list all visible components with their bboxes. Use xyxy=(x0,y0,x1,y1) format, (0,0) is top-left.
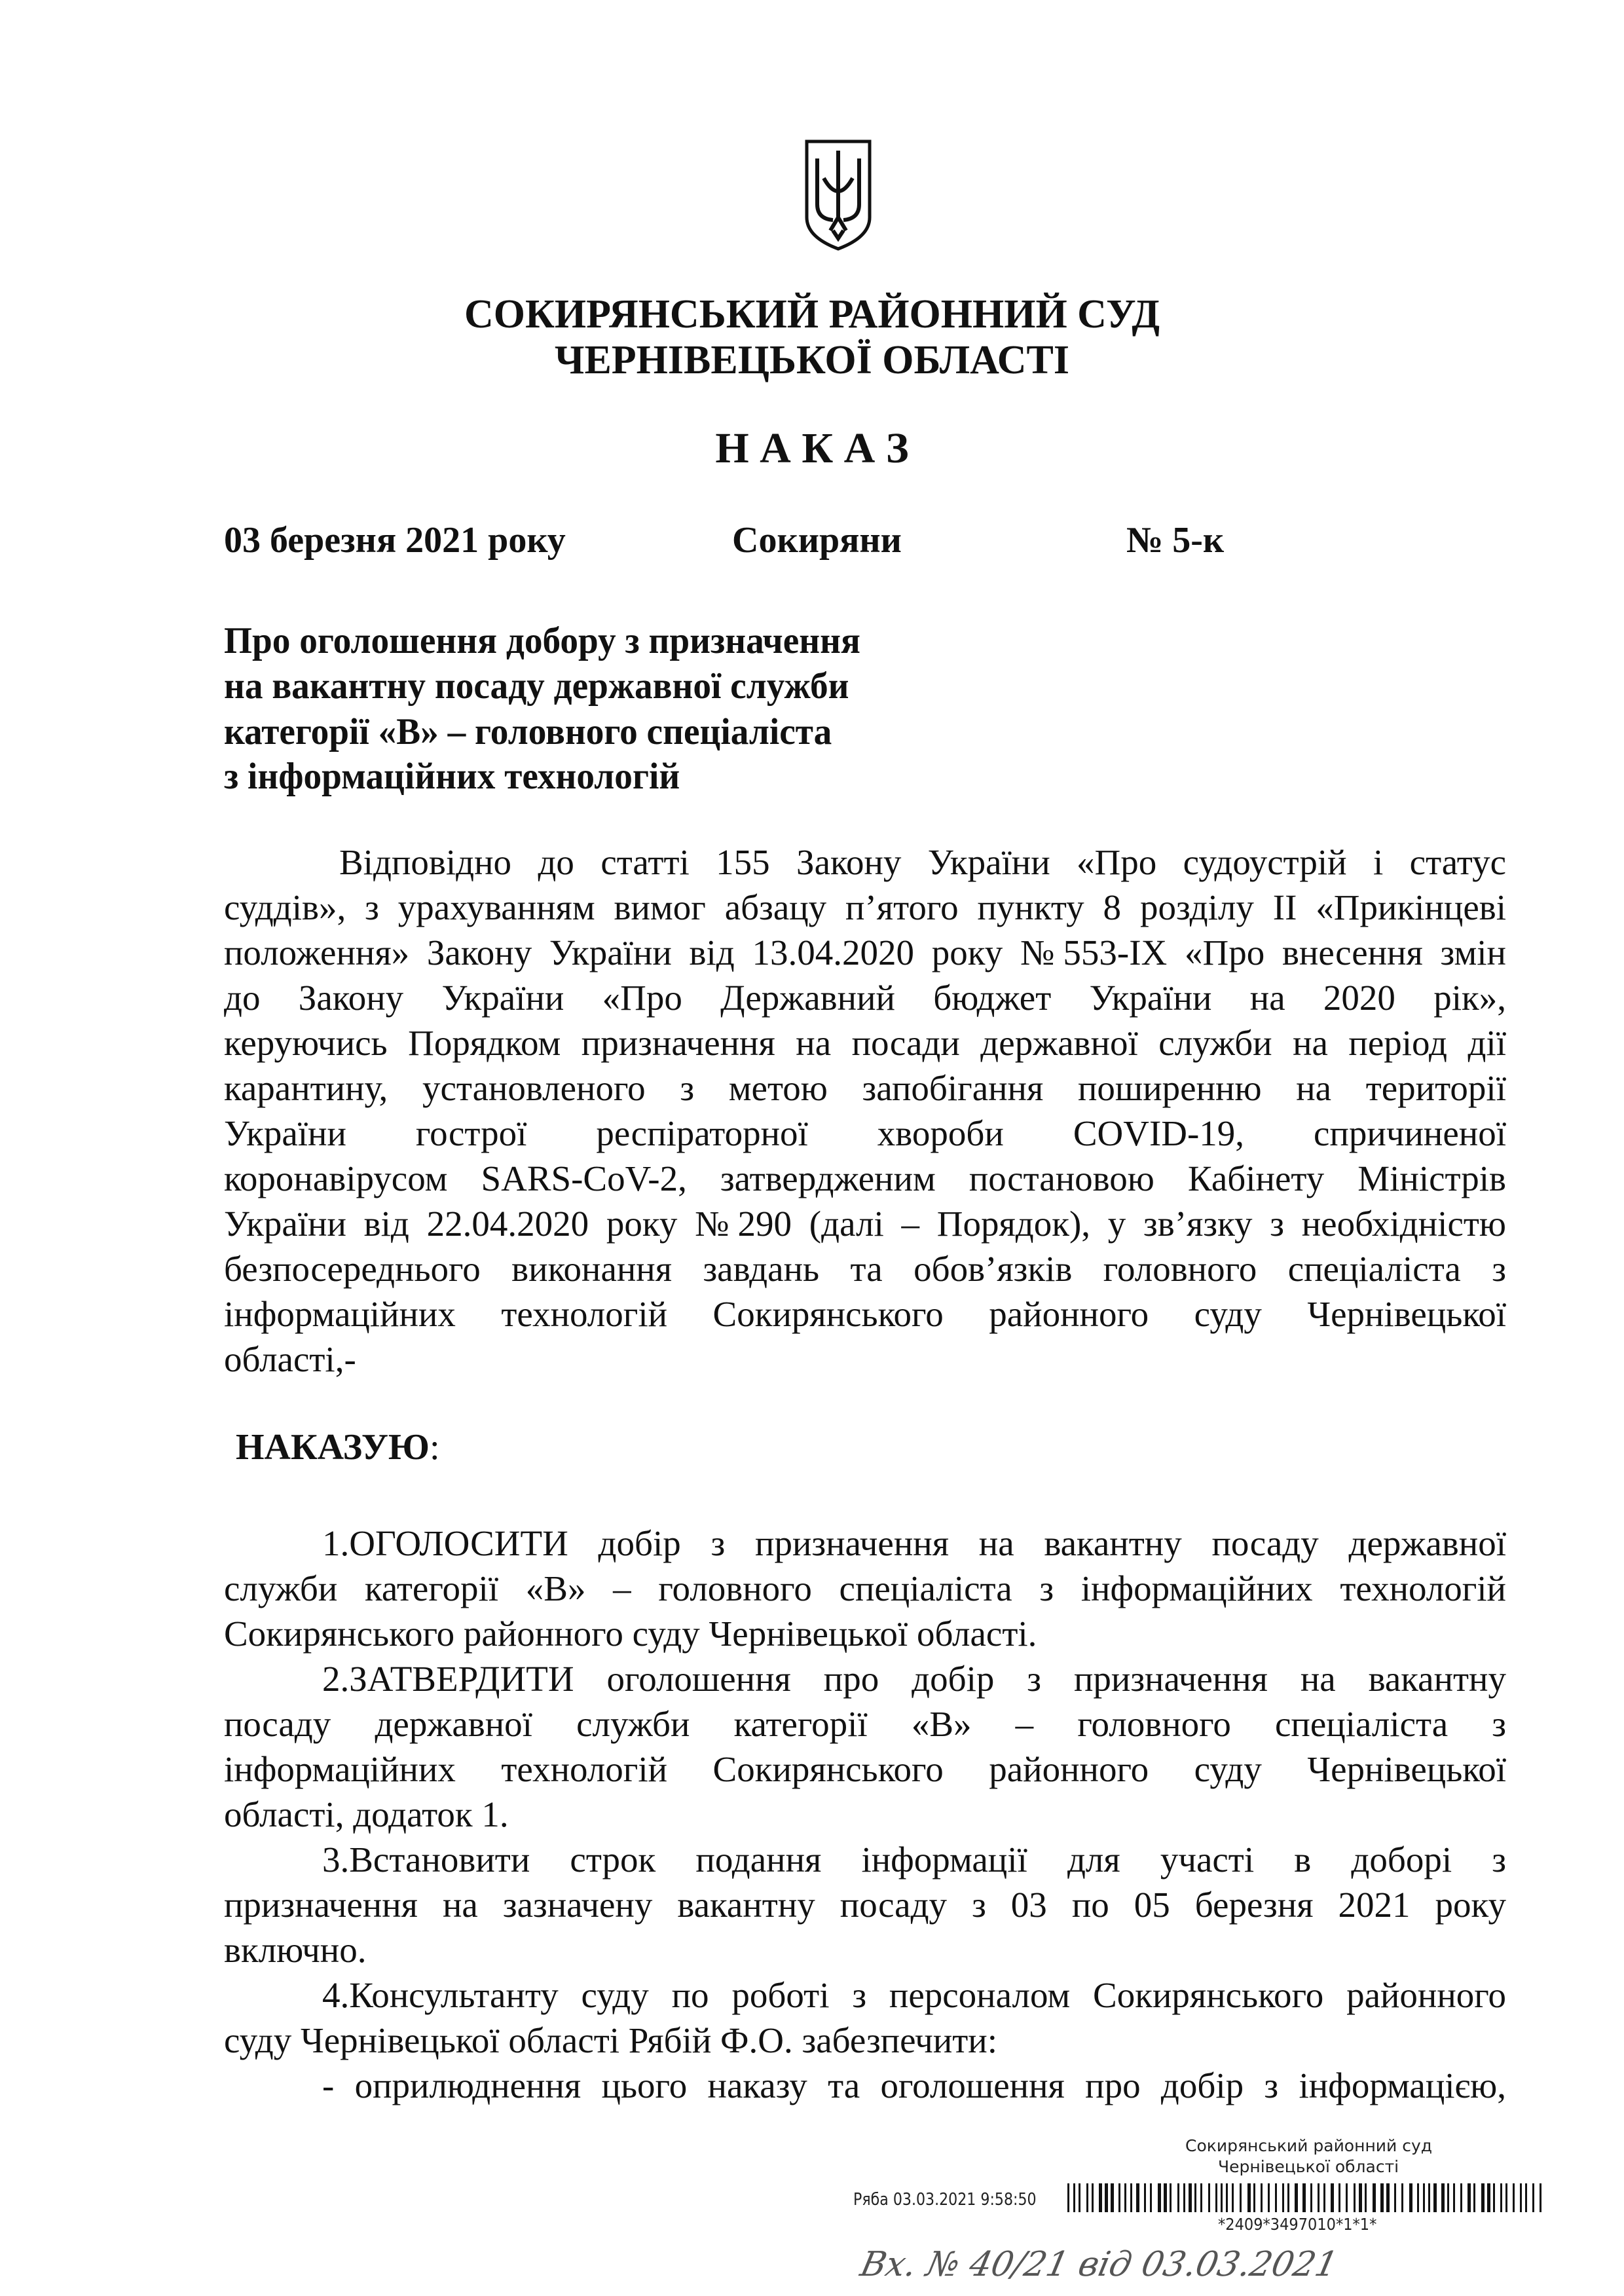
order-word: НАКАЗУЮ xyxy=(236,1427,430,1468)
barcode-bar xyxy=(1525,2183,1527,2212)
preamble-line: до Закону України «Про Державний бюджет України на 2020 рік», xyxy=(224,978,1506,1018)
barcode-bar xyxy=(1417,2183,1419,2212)
preamble-line: України гострої респіраторної хвороби COVID-19, спричиненої xyxy=(224,1113,1506,1153)
barcode-bar xyxy=(1164,2183,1167,2212)
document-type: Н А К А З xyxy=(715,424,909,472)
barcode-bar xyxy=(1105,2183,1108,2212)
preamble-line: інформаційних технологій Сокирянського районного суду Чернівецької xyxy=(224,1294,1506,1334)
preamble-line: карантину, установленого з метою запобігання поширенню на території xyxy=(224,1068,1506,1108)
barcode-bar xyxy=(1380,2183,1384,2212)
barcode-bar xyxy=(1346,2183,1348,2212)
barcode-bar xyxy=(1158,2183,1161,2212)
barcode-bar xyxy=(1447,2183,1449,2212)
order-date: 03 березня 2021 року xyxy=(224,520,566,561)
preamble-line: коронавірусом SARS-CoV-2, затвердженим постановою Кабінету Міністрів xyxy=(224,1158,1506,1198)
barcode-bar xyxy=(1323,2183,1325,2212)
barcode-bar xyxy=(1365,2183,1367,2212)
barcode-bar xyxy=(1092,2183,1094,2212)
barcode-bar xyxy=(1532,2183,1534,2212)
preamble-line: України від 22.04.2020 року №290 (далі – Порядок), у зв’язку з необхідністю xyxy=(224,1204,1506,1244)
handwritten-incoming-note: Вх. № 40/21 від 03.03.2021 xyxy=(857,2245,1342,2284)
preamble-line: області,- xyxy=(224,1339,356,1379)
barcode-bar xyxy=(1302,2183,1306,2212)
preamble-line: Відповідно до статті 155 Закону України «Про судоустрій і статус xyxy=(339,842,1506,882)
barcode-bar xyxy=(1215,2183,1217,2212)
barcode-bar xyxy=(1423,2183,1425,2212)
barcode-bar xyxy=(1467,2183,1471,2212)
barcode-bar xyxy=(1130,2183,1132,2212)
barcode-bar xyxy=(1487,2183,1490,2212)
barcode-bar xyxy=(1067,2183,1069,2212)
preamble-line: суддів», з урахуванням вимог абзацу п’ятого пункту 8 розділу ІІ «Прикінцеві xyxy=(224,887,1506,927)
barcode-bar xyxy=(1136,2183,1139,2212)
barcode-bar xyxy=(1513,2183,1515,2212)
barcode-bar xyxy=(1433,2183,1437,2212)
stamp-org-line2: Чернівецької області xyxy=(1218,2157,1399,2176)
barcode-bar xyxy=(1194,2183,1196,2212)
barcode-bar xyxy=(1401,2183,1403,2212)
item-line: 2.ЗАТВЕРДИТИ оголошення про добір з призначення на вакантну xyxy=(322,1659,1506,1699)
barcode-bar xyxy=(1226,2183,1228,2212)
barcode-bar xyxy=(1460,2183,1462,2212)
preamble-line: керуючись Порядком призначення на посади державної служби на період дії xyxy=(224,1023,1506,1063)
item-line: служби категорії «В» – головного спеціаліста з інформаційних технологій xyxy=(224,1568,1506,1608)
barcode-bar xyxy=(1086,2183,1088,2212)
barcode-bar xyxy=(1124,2183,1126,2212)
barcode-bar xyxy=(1428,2183,1430,2212)
item-line: інформаційних технологій Сокирянського районного суду Чернівецької xyxy=(224,1749,1506,1789)
stamp-barcode-number: *2409*3497010*1*1* xyxy=(1218,2215,1377,2234)
barcode-bar xyxy=(1540,2183,1541,2212)
barcode-bar xyxy=(1295,2183,1298,2212)
stamp-org-line1: Сокирянський районний суд xyxy=(1185,2136,1433,2155)
barcode-bar xyxy=(1394,2183,1396,2212)
barcode-bar xyxy=(1386,2183,1390,2212)
court-name-line2: ЧЕРНІВЕЦЬКОЇ ОБЛАСТІ xyxy=(554,338,1070,382)
barcode-bar xyxy=(1253,2183,1255,2212)
coat-of-arms-icon xyxy=(804,139,872,251)
barcode-bar xyxy=(1373,2183,1376,2212)
barcode-bar xyxy=(1099,2183,1102,2212)
barcode-bar xyxy=(1183,2183,1185,2212)
barcode-bar xyxy=(1261,2183,1263,2212)
barcode-bar xyxy=(1500,2183,1502,2212)
barcode-bar xyxy=(1338,2183,1340,2212)
barcode-bar xyxy=(1520,2183,1522,2212)
item-line: призначення на зазначену вакантну посаду з 03 по 05 березня 2021 року xyxy=(224,1885,1506,1925)
barcode-bar xyxy=(1287,2183,1289,2212)
barcode-bar xyxy=(1073,2183,1075,2212)
item-line: посаду державної служби категорії «В» – головного спеціаліста з xyxy=(224,1704,1506,1744)
barcode-bar xyxy=(1240,2183,1242,2212)
item-line: суду Чернівецької області Рябій Ф.О. забезпечити: xyxy=(224,2020,997,2060)
barcode-bar xyxy=(1473,2183,1475,2212)
order-place: Сокиряни xyxy=(732,520,902,561)
barcode-bar xyxy=(1453,2183,1455,2212)
order-colon: : xyxy=(429,1427,440,1468)
preamble-line: безпосереднього виконання завдань та обов’язків головного спеціаліста з xyxy=(224,1249,1506,1289)
court-name-line1: СОКИРЯНСЬКИЙ РАЙОННИЙ СУД xyxy=(464,292,1160,337)
item-line: - оприлюднення цього наказу та оголошення про добір з інформацією, xyxy=(322,2065,1506,2105)
order-number: № 5-к xyxy=(1126,520,1225,561)
barcode-bar xyxy=(1481,2183,1485,2212)
barcode-bar xyxy=(1282,2183,1284,2212)
item-line: 4.Консультанту суду по роботі з персоналом Сокирянського районного xyxy=(322,1975,1506,2015)
barcode-bar xyxy=(1208,2183,1210,2212)
barcode-bar xyxy=(1268,2183,1270,2212)
barcode-bar xyxy=(1118,2183,1120,2212)
barcode-bar xyxy=(1150,2183,1152,2212)
item-line: включно. xyxy=(224,1930,367,1970)
barcode-bar xyxy=(1079,2183,1080,2212)
barcode-bar xyxy=(1493,2183,1495,2212)
barcode-bar xyxy=(1310,2183,1312,2212)
barcode-bar xyxy=(1232,2183,1234,2212)
barcode-bar xyxy=(1275,2183,1277,2212)
item-line: Сокирянського районного суду Чернівецької області. xyxy=(224,1614,1037,1654)
item-line: області, додаток 1. xyxy=(224,1794,509,1834)
barcode-bar xyxy=(1170,2183,1172,2212)
barcode-bar xyxy=(1359,2183,1362,2212)
subject-line: Про оголошення добору з призначення xyxy=(224,620,860,661)
subject-line: категорії «В» – головного спеціаліста xyxy=(224,711,832,752)
barcode-bar xyxy=(1318,2183,1320,2212)
stamp-registered: Ряба 03.03.2021 9:58:50 xyxy=(853,2190,1037,2210)
barcode-bar xyxy=(1409,2183,1412,2212)
item-line: 3.Встановити строк подання інформації для участі в доборі з xyxy=(322,1840,1506,1879)
barcode-bar xyxy=(1505,2183,1507,2212)
barcode-bar xyxy=(1354,2183,1356,2212)
barcode-bar xyxy=(1441,2183,1445,2212)
barcode-bar xyxy=(1111,2183,1114,2212)
item-line: 1.ОГОЛОСИТИ добір з призначення на вакантну посаду державної xyxy=(322,1523,1506,1563)
barcode-bar xyxy=(1247,2183,1251,2212)
barcode-bar xyxy=(1200,2183,1202,2212)
barcode xyxy=(1066,2183,1544,2212)
barcode-bar xyxy=(1144,2183,1146,2212)
subject-line: на вакантну посаду державної служби xyxy=(224,665,849,707)
order-heading xyxy=(236,1425,440,1470)
barcode-bar xyxy=(1221,2183,1223,2212)
barcode-bar xyxy=(1177,2183,1179,2212)
subject-line: з інформаційних технологій xyxy=(224,756,680,797)
barcode-bar xyxy=(1331,2183,1334,2212)
preamble-line: положення» Закону України від 13.04.2020 року №553-ІХ «Про внесення змін xyxy=(224,933,1506,972)
barcode-bar xyxy=(1189,2183,1192,2212)
